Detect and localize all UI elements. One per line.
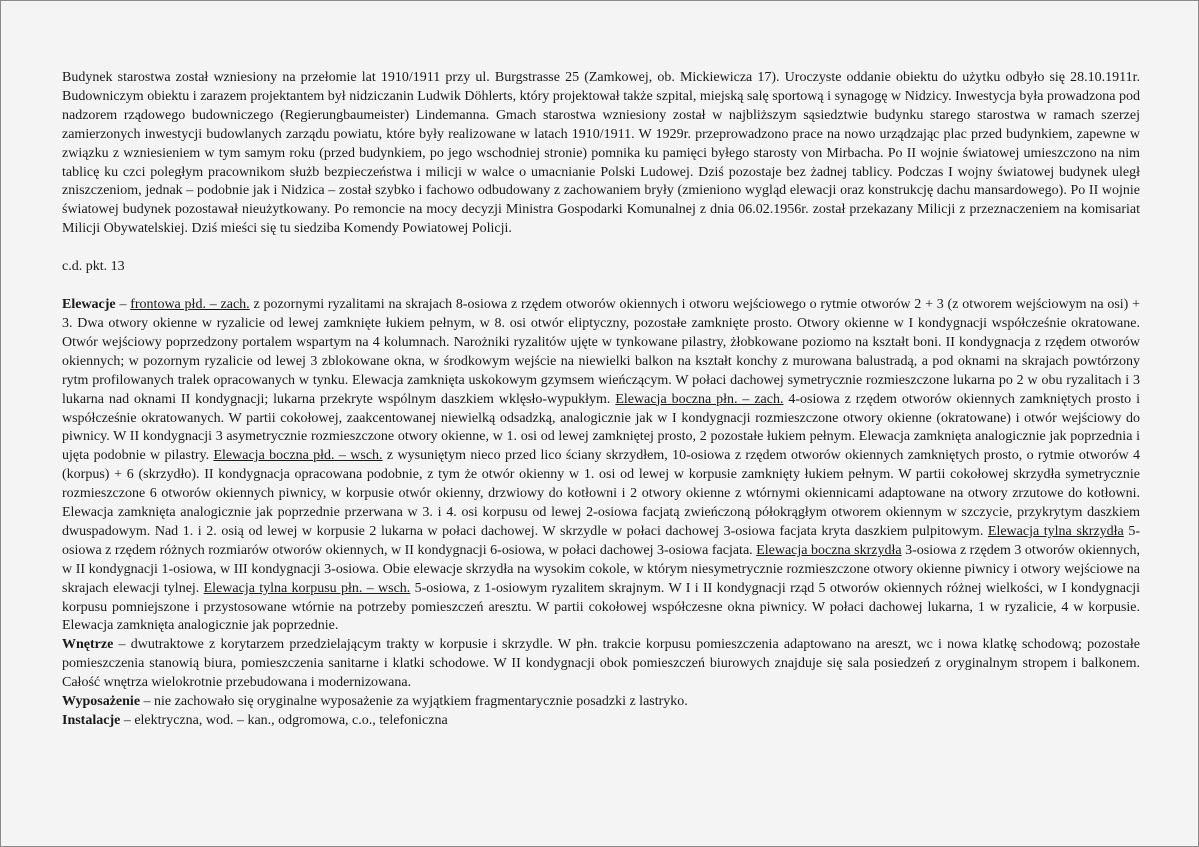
instalacje-text: – elektryczna, wod. – kan., odgromowa, c.o., telefoniczna xyxy=(120,713,448,728)
side-nw-elevation-heading: Elewacja boczna płn. – zach. xyxy=(615,391,784,407)
rear-wing-elevation-heading: Elewacja tylna skrzydła xyxy=(987,523,1124,539)
document-body xyxy=(62,69,1140,731)
wnetrze-text: – dwutraktowe z korytarzem przedzielającym trakty w korpusie i skrzydle. W płn. trakcie korpusu pomieszczenia adaptowano na areszt, wc i nowa klatkę schodową; pozostałe pomieszczenia stanowią biura, pomieszczenia sanitarne i klatki schodowe. W II kondygnacji obok pomieszczeń biurowych znajduje się sala posiedzeń z oryginalnym stropem i balkonem. Całość wnętrza wielokrotnie przebudowana i modernizowana. xyxy=(62,637,1140,691)
side-wing-elevation-heading: Elewacja boczna skrzydła xyxy=(756,542,902,558)
elewacje-paragraph xyxy=(62,296,1140,636)
wyposazenie-text: – nie zachowało się oryginalne wyposażenie za wyjątkiem fragmentarycznie posadzki z lastryko. xyxy=(140,694,688,710)
wnetrze-paragraph xyxy=(62,636,1140,693)
wyposazenie-heading: Wyposażenie xyxy=(62,694,141,710)
elewacje-heading: Elewacje xyxy=(62,297,116,313)
instalacje-heading: Instalacje xyxy=(62,713,121,728)
wnetrze-heading: Wnętrze xyxy=(62,637,114,653)
rear-body-elevation-heading: Elewacja tylna korpusu płn. – wsch. xyxy=(203,580,411,596)
side-nw-elevation-text: 4-osiowa z rzędem otworów okiennych zamkniętych prosto i współcześnie okratowanych. W partii cokołowej, zaakcentowanej niewielką odsadzką, analogicznie jak w I kondygnacji rozmieszczone otwory okienne (okratowane) i otwór wejściowy do piwnicy. W II kondygnacji 3 asymetrycznie rozmieszczone otwory okienne, w 1. osi od lewej zamkniętej prosto, 2 pozostałe łukiem pełnym. Elewacja zamknięta analogicznie jak poprzednia i ujęta podobnie w pilastry. xyxy=(62,391,1140,464)
side-se-elevation-text: z wysuniętym nieco przed lico ściany skrzydłem, 10-osiowa z rzędem otworów okiennych zamkniętych prosto, o rytmie otworów 4 (korpus) + 6 (skrzydło). II kondygnacja opracowana podobnie, z tym że otwór okienny w 1. osi od lewej w korpusie zamknięty łukiem pełnym. W partii cokołowej skrzydła symetrycznie rozmieszczone 6 otworów okiennych piwnicy, w korpusie otwór okienny, drzwiowy do kotłowni i 2 otwory okienne z wtórnymi okiennicami adaptowane na otwory zrzutowe do kotłowni. Elewacja zamknięta analogicznie jak poprzednie przerwana w 3. i 4. osi korpusu od lewej 2-osiowa facjatą zwieńczoną półokrągłym otworem okiennym w szczycie, przykrytym daszkiem dwuspadowym. Nad 1. i 2. osią od lewej w korpusie 2 lukarna w połaci dachowej. W skrzydle w połaci dachowej 3-osiowa facjata kryta daszkiem pulpitowym. xyxy=(62,448,1140,539)
rear-wing-elevation-text: 5-osiowa z rzędem różnych rozmiarów otworów okiennych, w II kondygnacji 6-osiowa, w połaci dachowej 3-osiowa facjata. xyxy=(62,523,1140,558)
continuation-note: c.d. pkt. 13 xyxy=(62,259,125,275)
instalacje-paragraph xyxy=(62,712,1140,731)
elewacje-dash: – xyxy=(115,297,131,313)
side-se-elevation-heading: Elewacja boczna płd. – wsch. xyxy=(213,448,383,464)
rear-body-elevation-text: 5-osiowa, z 1-osiowym ryzalitem skrajnym. W I i II kondygnacji rząd 5 otworów okiennych różnej wielkości, w I kondygnacji korpusu pomniejszone i przystosowane wtórnie na potrzeby pomieszczeń aresztu. W partii cokołowej współczesne okna piwnicy. W połaci dachowej lukarna, 1 w ryzalicie, 4 w korpusie. Elewacja zamknięta analogicznie jak poprzednie. xyxy=(62,580,1140,634)
front-elevation-text: z pozornymi ryzalitami na skrajach 8-osiowa z rzędem otworów okiennych i otworu wejściowego o rytmie otworów 2 + 3 (z otworem wejściowym na osi) + 3. Dwa otwory okienne w ryzalicie od lewej zamknięte łukiem pełnym, w 8. osi otwór eliptyczny, pozostałe zamknięte prosto. Otwory okienne w I kondygnacji współcześnie okratowane. Otwór wejściowy poprzedzony portalem wspartym na 4 kolumnach. Narożniki ryzalitów ujęte w tynkowane pilastry, żłobkowane poziomo na kształt boni. II kondygnacja z rzędem otworów okiennych; w pozornym ryzalicie od lewej 3 zblokowane okna, w środkowym wejście na niewielki balkon na kształt konchy z murowana balustradą, a pod oknami na skrajach powtórzony rytm profilowanych tralek opracowanych w tynku. Elewacja zamknięta uskokowym gzymsem wieńczącym. W połaci dachowej symetrycznie rozmieszczone lukarna po 2 w obu ryzalitach i 3 lukarna nad oknami II kondygnacji; lukarna przekryte wspólnym daszkiem wklęsło-wypukłym. xyxy=(62,297,1141,407)
wyposazenie-paragraph xyxy=(62,693,1140,712)
front-elevation-heading: frontowa płd. – zach. xyxy=(130,297,250,313)
side-wing-elevation-text: 3-osiowa z rzędem 3 otworów okiennych, w II kondygnacji 1-osiowa, w III kondygnacji 3-osiowa. Obie elewacje skrzydła na wysokim cokole, w którym niesymetrycznie rozmieszczone otwory okienne piwnicy i otwory wejściowe na skrajach elewacji tylnej. xyxy=(62,542,1141,596)
intro-paragraph: Budynek starostwa został wzniesiony na przełomie lat 1910/1911 przy ul. Burgstrasse 25 (Zamkowej, ob. Mickiewicza 17). Uroczyste oddanie obiektu do użytku odbyło się 28.10.1911r. Budowniczym obiektu i zarazem projektantem był nidziczanin Ludwik Döhlerts, który projektował także szpital, miejską salę sportową i synagogę w Nidzicy. Inwestycja była prowadzona pod nadzorem rządowego budowniczego (Regierungbaumeister) Lindemanna. Gmach starostwa wzniesiony został w najbliższym sąsiedztwie budynku starego starostwa w ramach szerzej zamierzonych inwestycji budowlanych zarządu powiatu, które były realizowane w latach 1910/1911. W 1929r. przeprowadzono prace na nowo urządzając plac przed budynkiem, zapewne w związku z wzniesieniem w tym samym roku (przed budynkiem, po jego wschodniej stronie) pomnika ku pamięci byłego starosty von Mirbacha. Po II wojnie światowej umieszczono na nim tablicę ku czci poległym pracownikom służb bezpieczeństwa i milicji w walce o umacnianie Polski Ludowej. Dziś pozostaje bez żadnej tablicy. Podczas I wojny światowej budynek uległ zniszczeniom, jednak – podobnie jak i Nidzica – został szybko i fachowo odbudowany z zachowaniem bryły (zmieniono wygląd elewacji oraz konstrukcję dachu mansardowego). Po II wojnie światowej budynek pozostawał nieużytkowany. Po remoncie na mocy decyzji Ministra Gospodarki Komunalnej z dnia 06.02.1956r. został przekazany Milicji z przeznaczeniem na komisariat Milicji Obywatelskiej. Dziś mieści się tu siedziba Komendy Powiatowej Policji. xyxy=(62,70,1140,237)
